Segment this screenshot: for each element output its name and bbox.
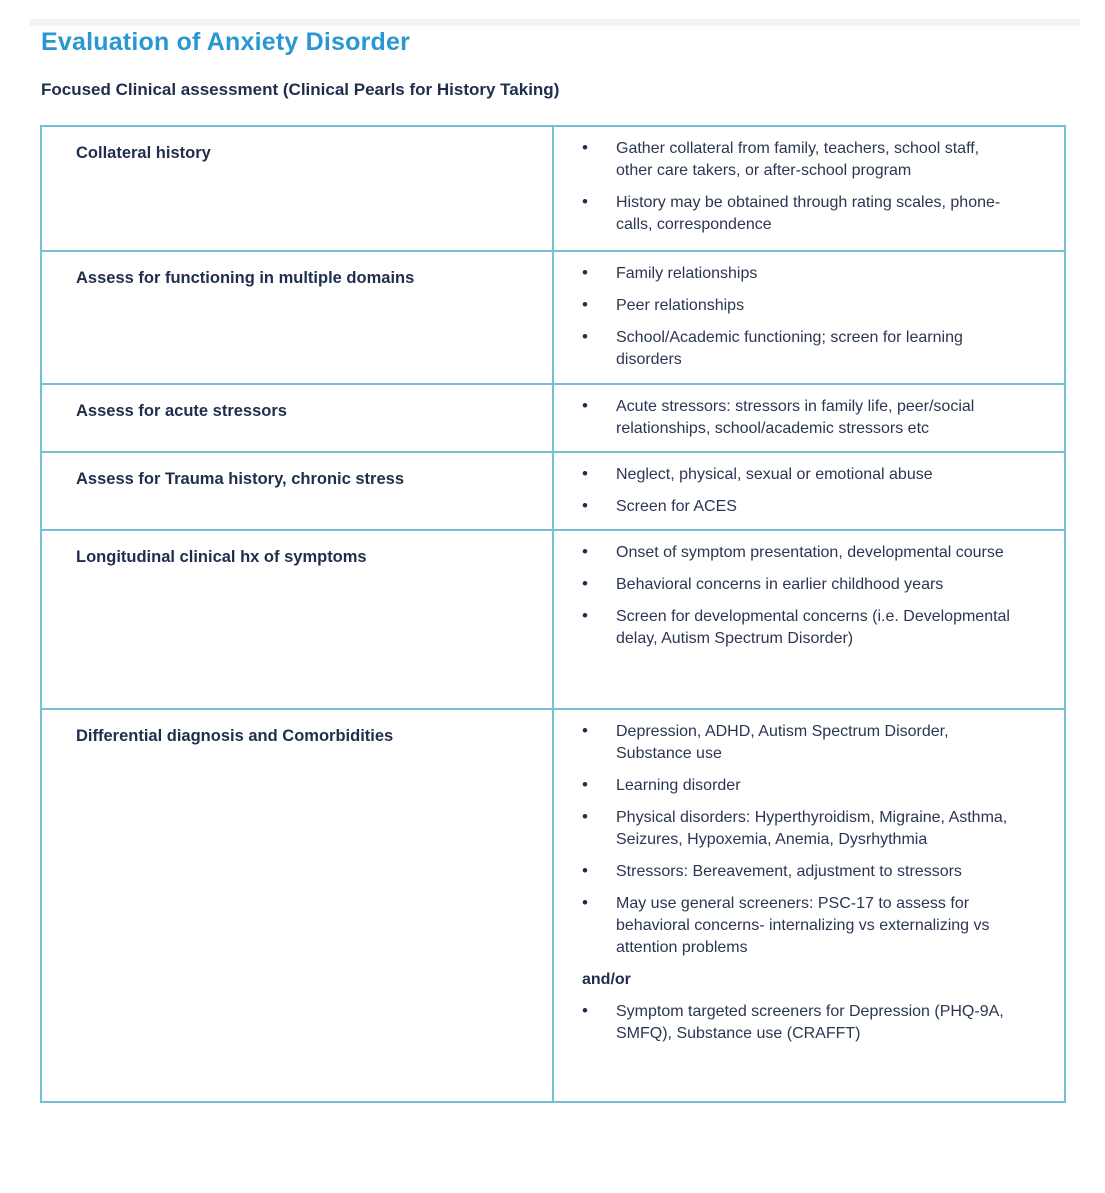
bullet-item	[580, 807, 1014, 851]
bullet-text: History may be obtained through rating scales, phone-calls, correspondence	[616, 194, 1001, 233]
row-category-label: Longitudinal clinical hx of symptoms	[76, 548, 367, 566]
bullet-text: May use general screeners: PSC-17 to assess for behavioral concerns- internalizing vs externalizing vs attention problems	[616, 895, 990, 956]
bullet-text: Stressors: Bereavement, adjustment to stressors	[616, 863, 962, 880]
bullet-text: Family relationships	[616, 265, 758, 282]
bullet-item	[580, 327, 1014, 371]
bullet-item	[580, 893, 1014, 959]
bullet-icon: •	[582, 263, 588, 282]
bullet-item	[580, 263, 1014, 285]
bullet-item	[580, 496, 1014, 518]
conjunction-note: and/or	[582, 971, 631, 988]
bullet-item	[580, 574, 1014, 596]
page-top-divider	[30, 19, 1080, 26]
bullet-text: Physical disorders: Hyperthyroidism, Migraine, Asthma, Seizures, Hypoxemia, Anemia, Dysrhythmia	[616, 809, 1008, 848]
table-row	[42, 250, 1064, 383]
bullet-item	[580, 775, 1014, 797]
bullet-text: Gather collateral from family, teachers, school staff, other care takers, or after-school program	[616, 140, 980, 179]
row-category-label: Assess for acute stressors	[76, 402, 287, 420]
table-row	[42, 708, 1064, 1101]
bullet-text: Screen for ACES	[616, 498, 737, 515]
bullet-text: Neglect, physical, sexual or emotional abuse	[616, 466, 933, 483]
bullet-icon: •	[582, 464, 588, 483]
row-category-cell	[42, 453, 554, 529]
bullet-item	[580, 861, 1014, 883]
bullet-text: Depression, ADHD, Autism Spectrum Disorder, Substance use	[616, 723, 949, 762]
bullet-item	[580, 721, 1014, 765]
bullet-item	[580, 606, 1014, 650]
bullet-text: School/Academic functioning; screen for learning disorders	[616, 329, 963, 368]
bullet-text: Behavioral concerns in earlier childhood years	[616, 576, 944, 593]
row-details-cell	[554, 252, 1064, 383]
bullet-item	[580, 138, 1014, 182]
table-row	[42, 127, 1064, 250]
row-details-cell	[554, 127, 1064, 250]
table-row	[42, 529, 1064, 708]
bullet-icon: •	[582, 496, 588, 515]
bullet-item	[580, 295, 1014, 317]
bullet-item	[580, 464, 1014, 486]
bullet-item	[580, 192, 1014, 236]
bullet-item	[580, 542, 1014, 564]
bullet-text: Learning disorder	[616, 777, 741, 794]
bullet-icon: •	[582, 295, 588, 314]
assessment-table	[40, 125, 1066, 1103]
bullet-icon: •	[582, 807, 588, 826]
row-details-cell	[554, 453, 1064, 529]
row-category-label: Assess for Trauma history, chronic stress	[76, 470, 404, 488]
page-title: Evaluation of Anxiety Disorder	[41, 28, 411, 56]
bullet-text: Acute stressors: stressors in family life, peer/social relationships, school/academic stressors etc	[616, 398, 975, 437]
row-category-label: Differential diagnosis and Comorbidities	[76, 727, 394, 745]
row-category-cell	[42, 127, 554, 250]
row-details-cell	[554, 710, 1064, 1101]
bullet-icon: •	[582, 192, 588, 211]
row-category-cell	[42, 531, 554, 708]
row-category-label: Collateral history	[76, 144, 211, 162]
bullet-icon: •	[582, 893, 588, 912]
bullet-icon: •	[582, 396, 588, 415]
bullet-icon: •	[582, 861, 588, 880]
bullet-icon: •	[582, 327, 588, 346]
bullet-icon: •	[582, 1001, 588, 1020]
row-category-label: Assess for functioning in multiple domains	[76, 269, 415, 287]
section-subtitle: Focused Clinical assessment (Clinical Pearls for History Taking)	[41, 80, 560, 99]
bullet-icon: •	[582, 574, 588, 593]
bullet-text: Screen for developmental concerns (i.e. Developmental delay, Autism Spectrum Disorder)	[616, 608, 1010, 647]
bullet-item	[580, 1001, 1014, 1045]
row-details-cell	[554, 385, 1064, 451]
bullet-icon: •	[582, 721, 588, 740]
row-category-cell	[42, 710, 554, 1101]
bullet-icon: •	[582, 138, 588, 157]
bullet-text: Onset of symptom presentation, developmental course	[616, 544, 1004, 561]
bullet-icon: •	[582, 542, 588, 561]
bullet-text: Peer relationships	[616, 297, 745, 314]
bullet-text: Symptom targeted screeners for Depression (PHQ-9A, SMFQ), Substance use (CRAFFT)	[616, 1003, 1004, 1042]
bullet-item	[580, 396, 1014, 440]
row-details-cell	[554, 531, 1064, 708]
table-row	[42, 451, 1064, 529]
table-row	[42, 383, 1064, 451]
row-category-cell	[42, 252, 554, 383]
bullet-icon: •	[582, 606, 588, 625]
bullet-icon: •	[582, 775, 588, 794]
row-category-cell	[42, 385, 554, 451]
